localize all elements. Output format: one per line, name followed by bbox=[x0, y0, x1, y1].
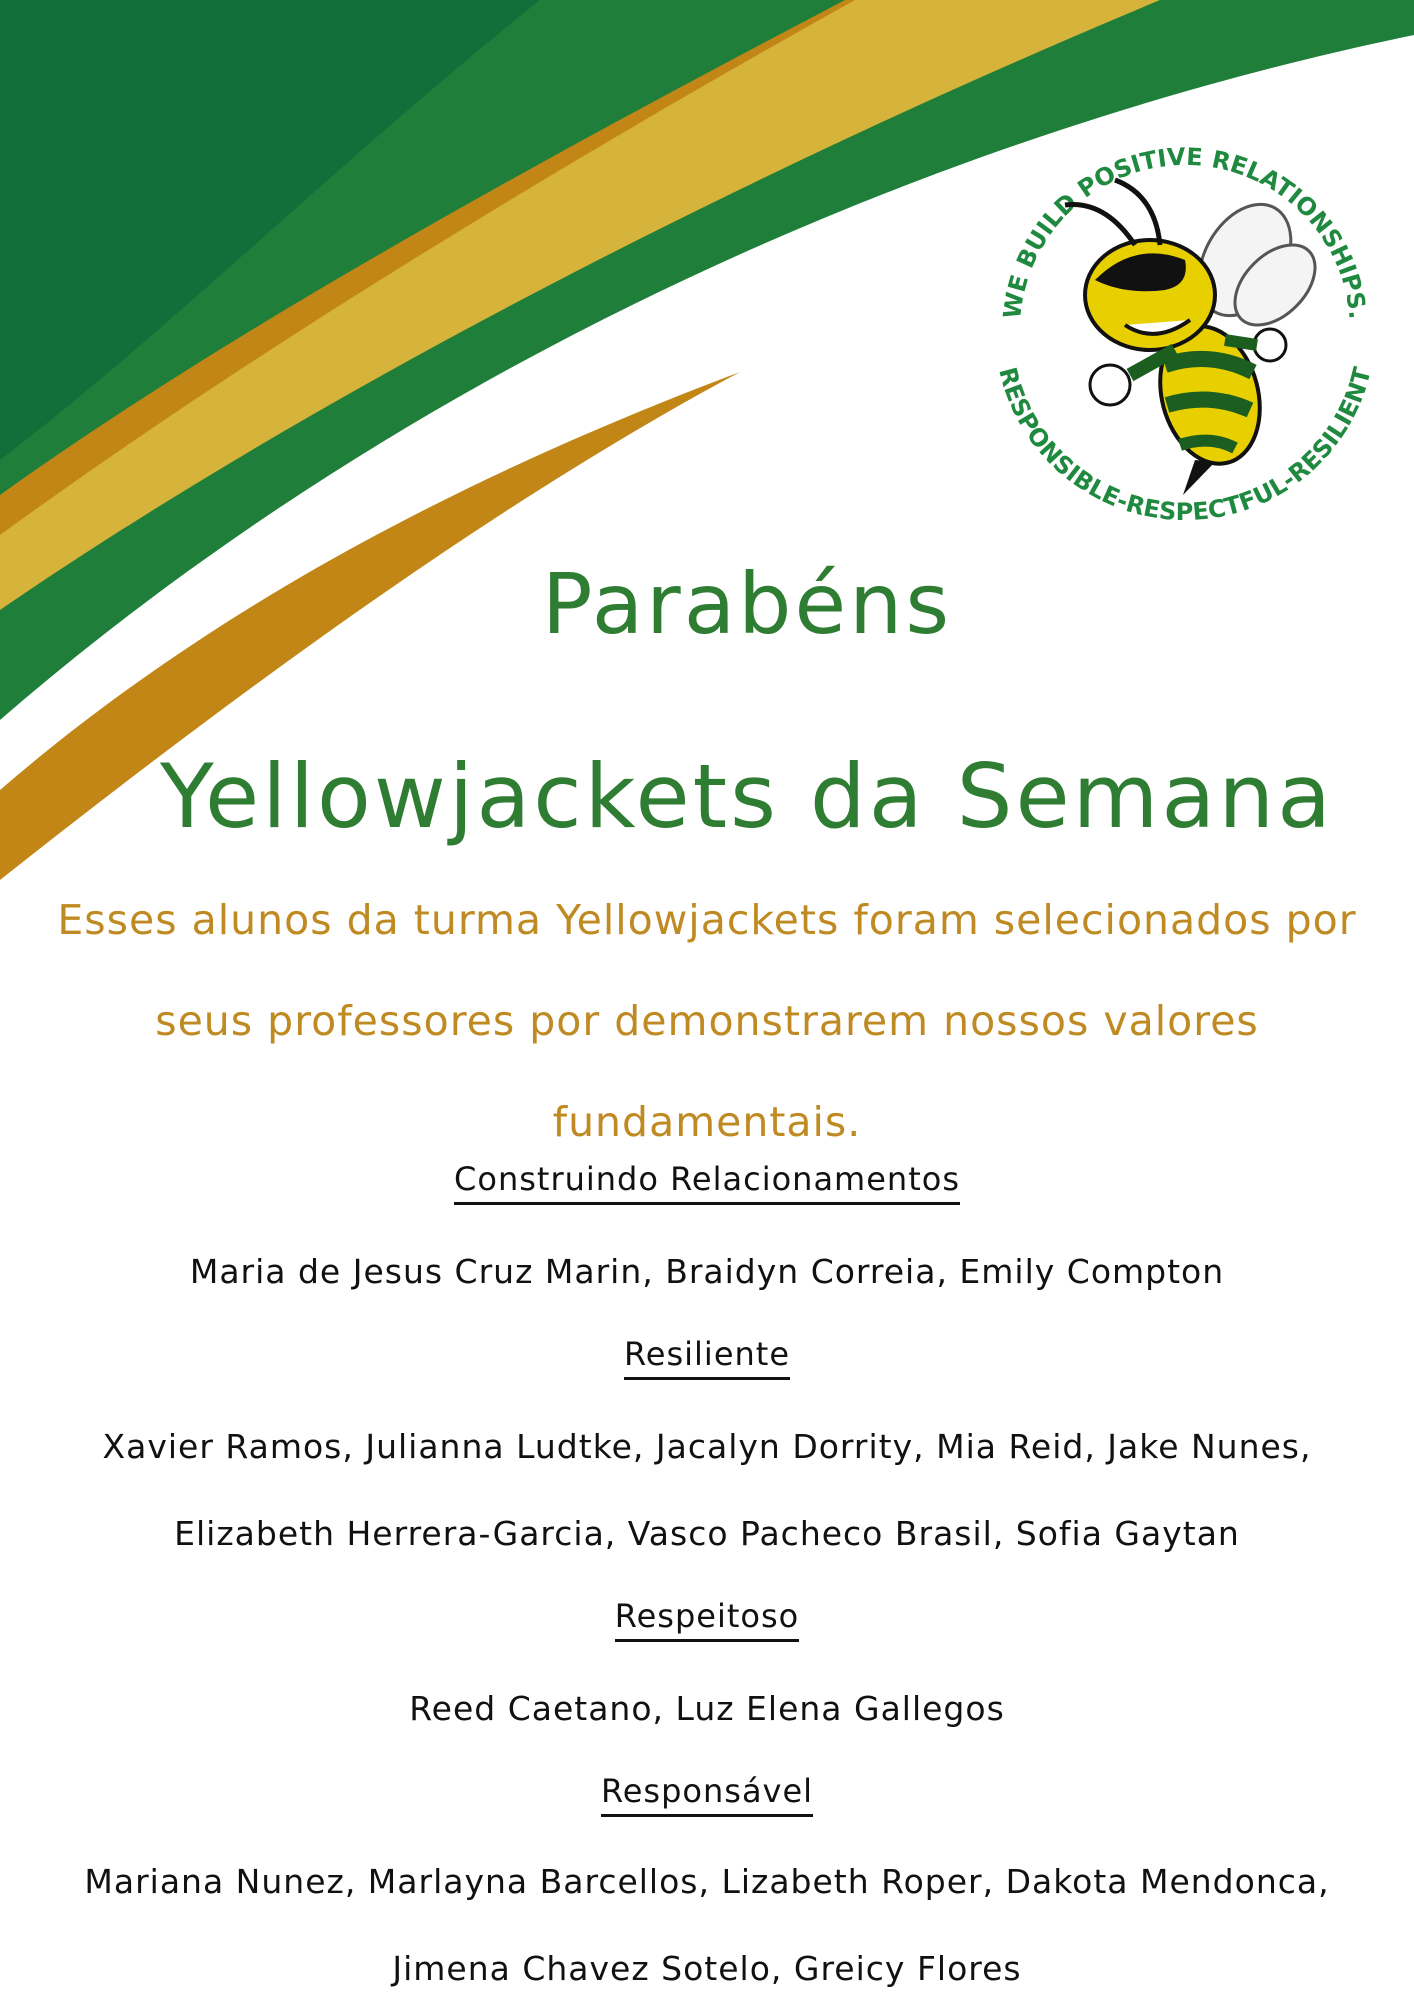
section-heading-respectful: Respeitoso bbox=[0, 1597, 1414, 1635]
names-line: Elizabeth Herrera-Garcia, Vasco Pacheco Brasil, Sofia Gaytan bbox=[174, 1514, 1240, 1553]
names-line: Mariana Nunez, Marlayna Barcellos, Lizabeth Roper, Dakota Mendonca, bbox=[84, 1862, 1330, 1901]
names-line: Jimena Chavez Sotelo, Greicy Flores bbox=[392, 1949, 1022, 1988]
intro-text: Esses alunos da turma Yellowjackets foram selecionados por seus professores por demonstrarem nossos valores fundamentais. bbox=[57, 896, 1357, 1146]
logo-bottom-text: RESPONSIBLE-RESPECTFUL-RESILIENT bbox=[993, 364, 1377, 527]
logo-top-text: WE BUILD POSITIVE RELATIONSHIPS. bbox=[998, 142, 1372, 321]
section-heading-resilient: Resiliente bbox=[0, 1335, 1414, 1373]
names-line: Maria de Jesus Cruz Marin, Braidyn Correia, Emily Compton bbox=[189, 1252, 1225, 1291]
page-title-main: Yellowjackets da Semana bbox=[159, 745, 1335, 848]
school-logo bbox=[975, 110, 1395, 530]
section-heading-responsible: Responsável bbox=[0, 1772, 1414, 1810]
names-line: Reed Caetano, Luz Elena Gallegos bbox=[409, 1689, 1005, 1728]
names-resilient bbox=[0, 1403, 1414, 1577]
names-responsible bbox=[0, 1838, 1414, 2012]
names-respectful bbox=[0, 1665, 1414, 1752]
names-relationships bbox=[0, 1228, 1414, 1315]
page-title-congrats: Parabéns bbox=[541, 555, 953, 653]
yellowjacket-mascot-icon bbox=[1065, 180, 1330, 495]
names-line: Xavier Ramos, Julianna Ludtke, Jacalyn Dorrity, Mia Reid, Jake Nunes, bbox=[102, 1427, 1312, 1466]
section-heading-relationships: Construindo Relacionamentos bbox=[0, 1160, 1414, 1198]
